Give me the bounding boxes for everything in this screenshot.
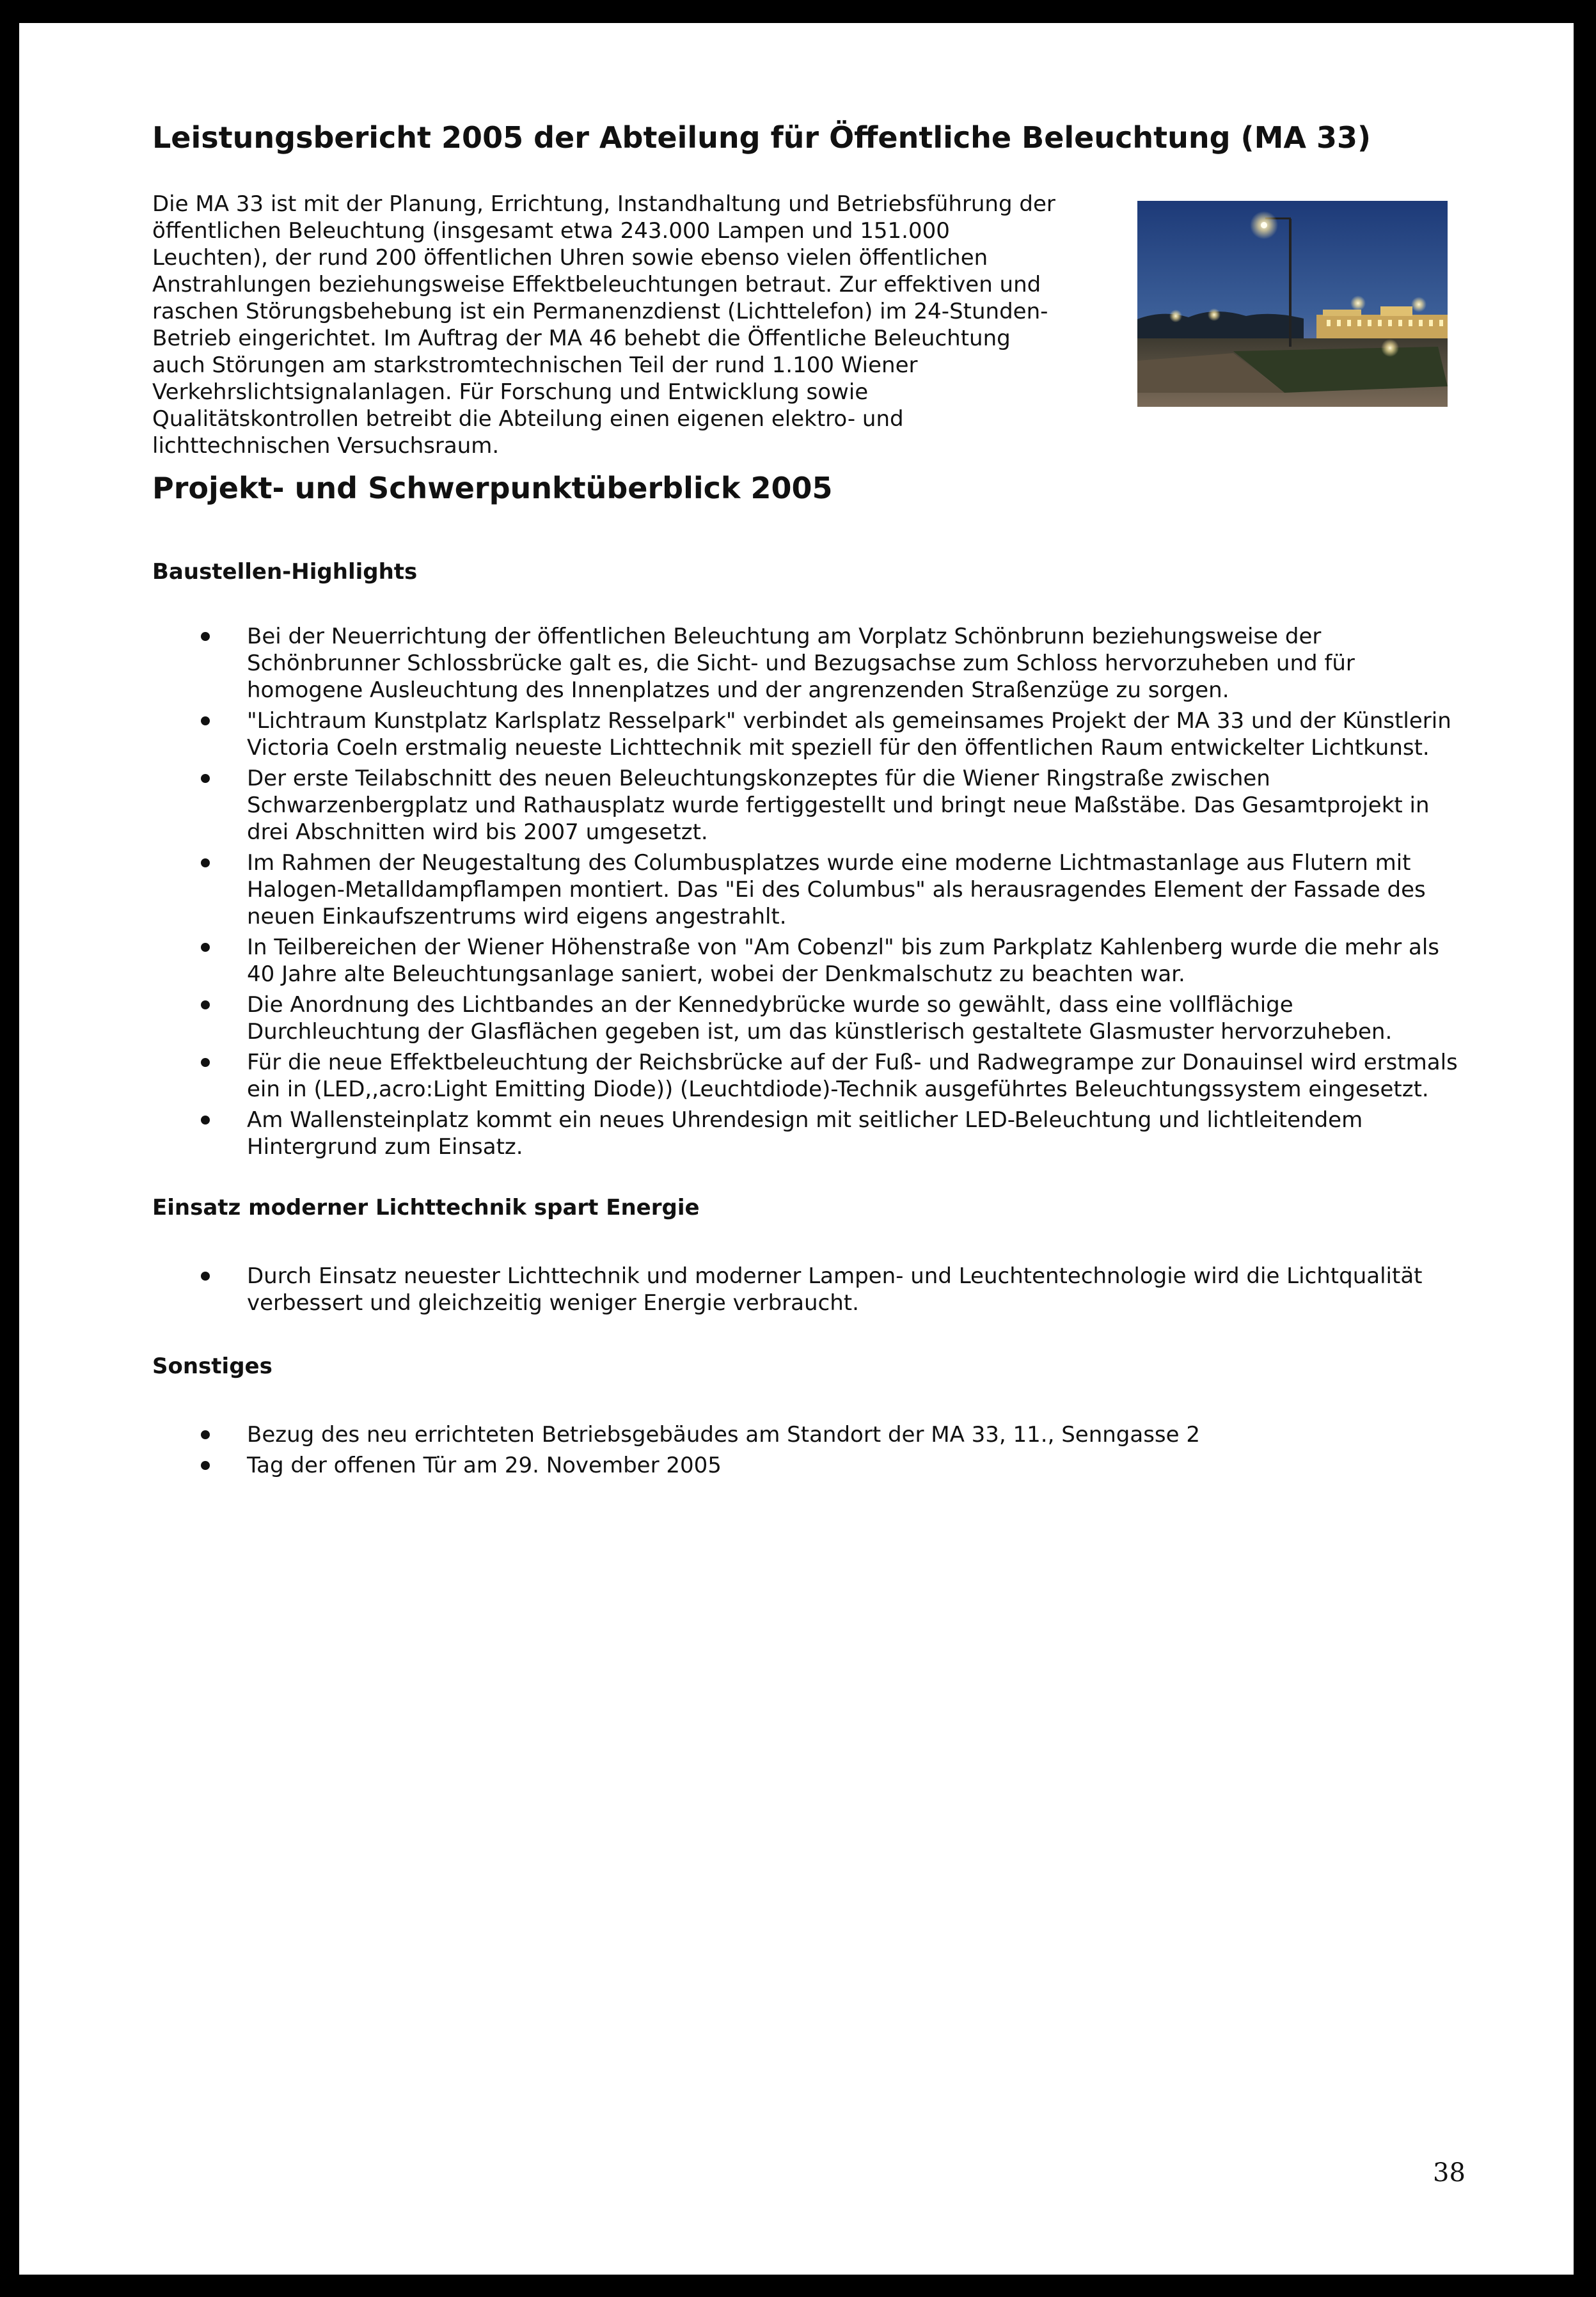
list-item: [152, 934, 1470, 988]
list-item: [152, 849, 1470, 930]
section-heading-energie: Einsatz moderner Lichttechnik spart Energie: [152, 1195, 700, 1220]
section-heading-baustellen: Baustellen-Highlights: [152, 559, 418, 585]
list-item-text: Im Rahmen der Neugestaltung des Columbusplatzes wurde eine moderne Lichtmastanlage aus Flutern mit Halogen-Metalldampflampen montiert. Das "Ei des Columbus" als herausragendes Element der Fassade des neuen Einkaufszentrums wird eigens angestrahlt.: [247, 850, 1426, 929]
list-item: [152, 1452, 1470, 1479]
list-item: [152, 1049, 1470, 1103]
bullet-icon: [201, 943, 210, 952]
list-item-text: Bei der Neuerrichtung der öffentlichen Beleuchtung am Vorplatz Schönbrunn beziehungsweise der Schönbrunner Schlossbrücke galt es, die Sicht- und Bezugsachse zum Schloss hervorzuheben und für homogene Ausleuchtung des Innenplatzes und der angrenzenden Straßenzüge zu sorgen.: [247, 624, 1355, 703]
bullet-icon: [201, 1000, 210, 1009]
bullet-icon: [201, 1461, 210, 1470]
list-item: [152, 765, 1470, 846]
bullet-icon: [201, 1272, 210, 1281]
list-item: [152, 707, 1470, 761]
list-item-text: Der erste Teilabschnitt des neuen Beleuchtungskonzeptes für die Wiener Ringstraße zwischen Schwarzenbergplatz und Rathausplatz wurde fertiggestellt und bringt neue Maßstäbe. Das Gesamtprojekt in drei Abschnitten wird bis 2007 umgesetzt.: [247, 766, 1430, 845]
list-item-text: Durch Einsatz neuester Lichttechnik und moderner Lampen- und Leuchtentechnologie wird die Lichtqualität verbessert und gleichzeitig weniger Energie verbraucht.: [247, 1263, 1423, 1316]
list-item: [152, 1107, 1470, 1160]
night-lighting-photo: [1137, 201, 1448, 407]
list-item-text: "Lichtraum Kunstplatz Karlsplatz Resselpark" verbindet als gemeinsames Projekt der MA 33 und der Künstlerin Victoria Coeln erstmalig neueste Lichttechnik mit speziell für den öffentlichen Raum entwickelter Lichtkunst.: [247, 708, 1451, 761]
page-number: 38: [1433, 2158, 1466, 2188]
list-sonstiges: [152, 1421, 1470, 1483]
list-item: [152, 991, 1470, 1045]
list-item: [152, 623, 1470, 704]
intro-paragraph: Die MA 33 ist mit der Planung, Errichtung, Instandhaltung und Betriebsführung der öffentlichen Beleuchtung (insgesamt etwa 243.000 Lampen und 151.000 Leuchten), der rund 200 öffentlichen Uhren sowie ebenso vielen öffentlichen Anstrahlungen beziehungsweise Effektbeleuchtungen betraut. Zur effektiven und raschen Störungsbehebung ist ein Permanenzdienst (Lichttelefon) im 24-Stunden-Betrieb eingerichtet. Im Auftrag der MA 46 behebt die Öffentliche Beleuchtung auch Störungen am starkstromtechnischen Teil der rund 1.100 Wiener Verkehrslichtsignalanlagen. Für Forschung und Entwicklung sowie Qualitätskontrollen betreibt die Abteilung einen eigenen elektro- und lichttechnischen Versuchsraum.: [152, 191, 1055, 459]
page-title: Leistungsbericht 2005 der Abteilung für Öffentliche Beleuchtung (MA 33): [152, 120, 1371, 155]
list-item-text: Für die neue Effektbeleuchtung der Reichsbrücke auf der Fuß- und Radwegrampe zur Donauinsel wird erstmals ein in (LED,,acro:Light Emitting Diode)) (Leuchtdiode)-Technik ausgeführtes Beleuchtungssystem eingesetzt.: [247, 1050, 1458, 1102]
bullet-icon: [201, 858, 210, 867]
list-item: [152, 1421, 1470, 1448]
bullet-icon: [201, 1116, 210, 1125]
list-energie: [152, 1263, 1470, 1320]
list-item-text: Am Wallensteinplatz kommt ein neues Uhrendesign mit seitlicher LED-Beleuchtung und lichtleitendem Hintergrund zum Einsatz.: [247, 1107, 1363, 1160]
bullet-icon: [201, 1430, 210, 1439]
list-item: [152, 1263, 1470, 1316]
list-item-text: Bezug des neu errichteten Betriebsgebäudes am Standort der MA 33, 11., Senngasse 2: [247, 1422, 1201, 1448]
section-heading-sonstiges: Sonstiges: [152, 1354, 273, 1379]
list-item-text: Tag der offenen Tür am 29. November 2005: [247, 1453, 722, 1478]
bullet-icon: [201, 716, 210, 725]
bullet-icon: [201, 632, 210, 641]
list-item-text: Die Anordnung des Lichtbandes an der Kennedybrücke wurde so gewählt, dass eine vollflächige Durchleuchtung der Glasflächen gegeben ist, um das künstlerisch gestaltete Glasmuster hervorzuheben.: [247, 992, 1393, 1045]
bullet-icon: [201, 774, 210, 783]
bullet-icon: [201, 1058, 210, 1067]
list-baustellen: [152, 623, 1470, 1164]
list-item-text: In Teilbereichen der Wiener Höhenstraße von "Am Cobenzl" bis zum Parkplatz Kahlenberg wurde die mehr als 40 Jahre alte Beleuchtungsanlage saniert, wobei der Denkmalschutz zu beachten war.: [247, 935, 1440, 987]
overview-title: Projekt- und Schwerpunktüberblick 2005: [152, 471, 833, 505]
document-page: [19, 23, 1574, 2275]
